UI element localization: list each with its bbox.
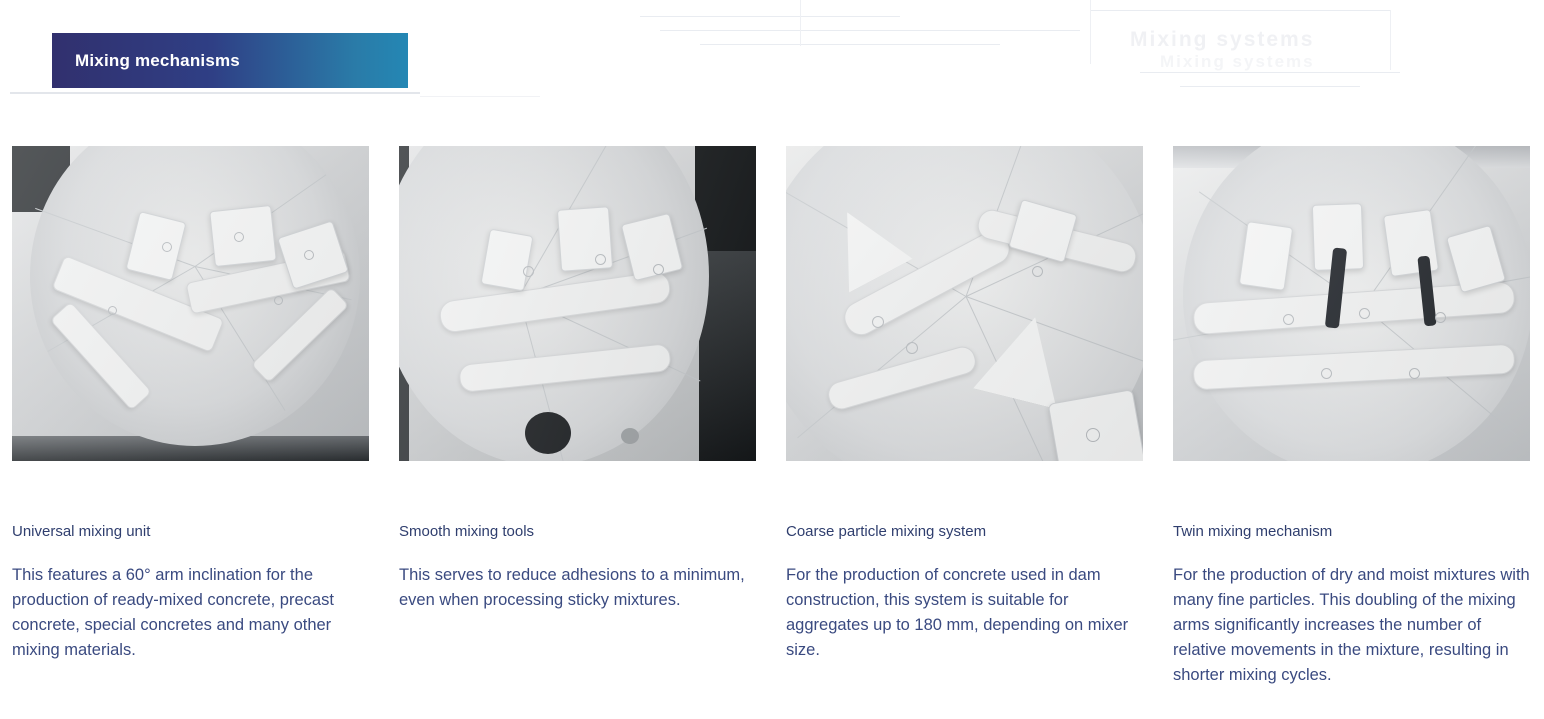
page-header xyxy=(0,0,1544,120)
card-title: Coarse particle mixing system xyxy=(786,523,987,540)
twin-mixing-mechanism-photo xyxy=(1173,146,1530,461)
card-body: This features a 60° arm inclination for the production of ready-mixed concrete, precast concrete, special concretes and many other mixing materials. xyxy=(12,566,334,660)
card-body: This serves to reduce adhesions to a minimum, even when processing sticky mixtures. xyxy=(399,566,745,610)
card-body: For the production of concrete used in dam construction, this system is suitable for aggregates up to 180 mm, depending on mixer size. xyxy=(786,566,1129,660)
smooth-mixing-tools-photo xyxy=(399,146,756,461)
list-item xyxy=(12,146,369,688)
universal-mixing-unit-photo xyxy=(12,146,369,461)
card-body: For the production of dry and moist mixtures with many fine particles. This doubling of the mixing arms significantly increases the number of relative movements in the mixture, resulting in shorter mixing cycles. xyxy=(1173,566,1530,685)
list-item xyxy=(786,146,1143,688)
header-ghost-watermark: Mixing systems xyxy=(1130,28,1315,51)
page-title: Mixing mechanisms xyxy=(75,50,240,70)
card-title: Twin mixing mechanism xyxy=(1173,523,1333,540)
coarse-particle-mixing-system-photo xyxy=(786,146,1143,461)
list-item xyxy=(399,146,756,688)
card-grid xyxy=(0,146,1544,688)
section-title-tab xyxy=(52,33,408,88)
list-item xyxy=(1173,146,1530,688)
card-title: Smooth mixing tools xyxy=(399,523,535,540)
header-ghost-watermark-secondary: Mixing systems xyxy=(1160,52,1315,71)
card-title: Universal mixing unit xyxy=(12,523,151,540)
header-underline xyxy=(10,92,420,94)
